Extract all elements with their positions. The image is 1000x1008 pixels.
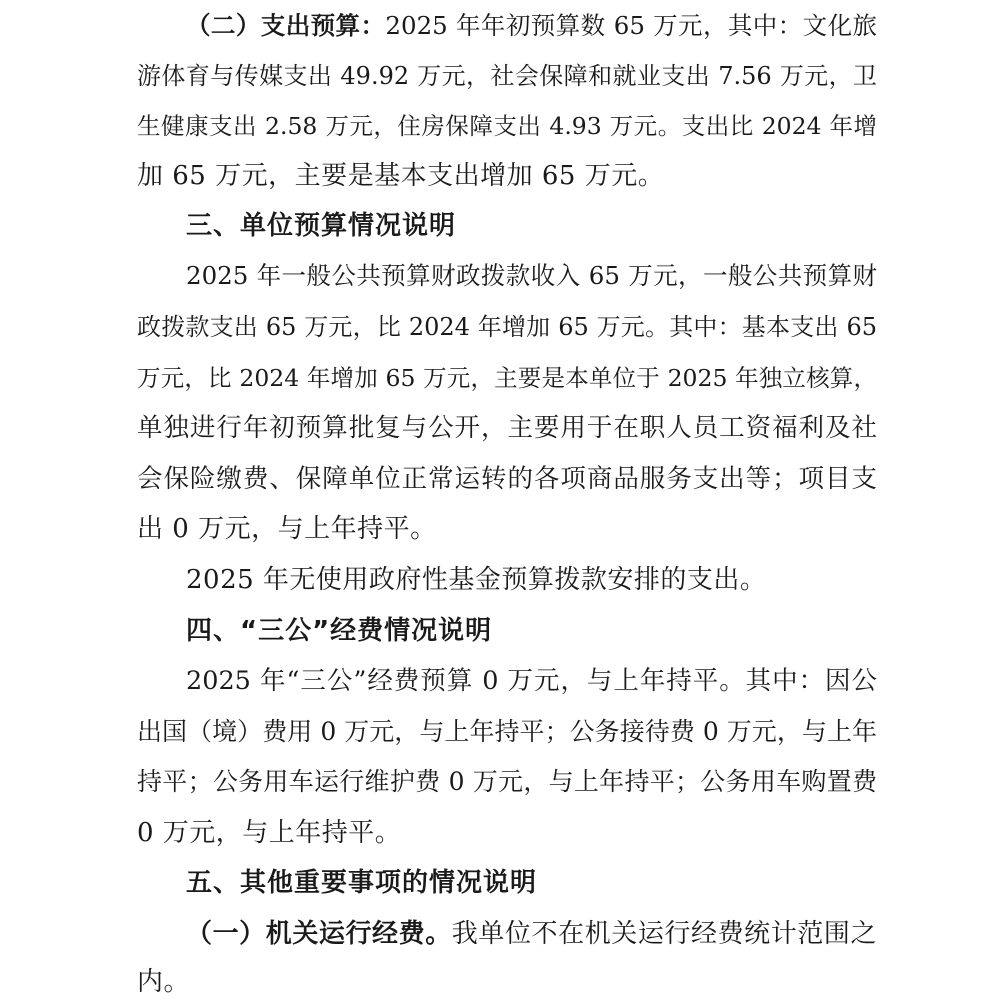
section-heading-three-public-expenses: 四、“三公”经费情况说明 [186,616,493,646]
section-heading-other-matters: 五、其他重要事项的情况说明 [186,868,538,898]
paragraph-agency-operating-line-1 [186,916,877,952]
paragraph-expenditure-budget-line-4: 加 65 万元，主要是基本支出增加 65 万元。 [137,161,665,191]
section-heading-unit-budget: 三、单位预算情况说明 [186,211,457,241]
paragraph-unit-budget-line-4: 单独进行年初预算批复与公开，主要用于在职人员工资福利及社 [137,413,877,443]
subheading-expenditure-budget: （二）支出预算： [186,11,386,40]
paragraph-three-public-line-1: 2025 年“三公”经费预算 0 万元，与上年持平。其中：因公 [186,666,877,696]
paragraph-expenditure-budget-line-2: 游体育与传媒支出 49.92 万元，社会保障和就业支出 7.56 万元，卫 [137,62,877,90]
paragraph-expenditure-budget-line-3: 生健康支出 2.58 万元，住房保障支出 4.93 万元。支出比 2024 年增 [137,112,877,140]
paragraph-unit-budget-line-6: 出 0 万元，与上年持平。 [137,514,437,544]
paragraph-text: 2025 年年初预算数 65 万元，其中：文化旅 [385,11,878,40]
paragraph-government-fund: 2025 年无使用政府性基金预算拨款安排的支出。 [186,565,767,595]
paragraph-three-public-line-3: 持平；公务用车运行维护费 0 万元，与上年持平；公务用车购置费 [137,767,877,796]
paragraph-unit-budget-line-2: 政拨款支出 65 万元，比 2024 年增加 65 万元。其中：基本支出 65 [137,313,877,341]
paragraph-expenditure-budget-line-1 [186,8,877,44]
paragraph-unit-budget-line-3: 万元，比 2024 年增加 65 万元，主要是本单位于 2025 年独立核算， [137,364,877,392]
paragraph-three-public-line-2: 出国（境）费用 0 万元，与上年持平；公务接待费 0 万元，与上年 [137,717,877,746]
subheading-agency-operating-expenses: （一）机关运行经费。 [186,919,452,949]
paragraph-agency-operating-line-2: 内。 [137,967,191,997]
paragraph-unit-budget-line-1: 2025 年一般公共预算财政拨款收入 65 万元，一般公共预算财 [186,261,877,290]
paragraph-text: 我单位不在机关运行经费统计范围之 [451,919,877,949]
paragraph-unit-budget-line-5: 会保险缴费、保障单位正常运转的各项商品服务支出等；项目支 [137,464,877,494]
paragraph-three-public-line-4: 0 万元，与上年持平。 [137,818,402,848]
